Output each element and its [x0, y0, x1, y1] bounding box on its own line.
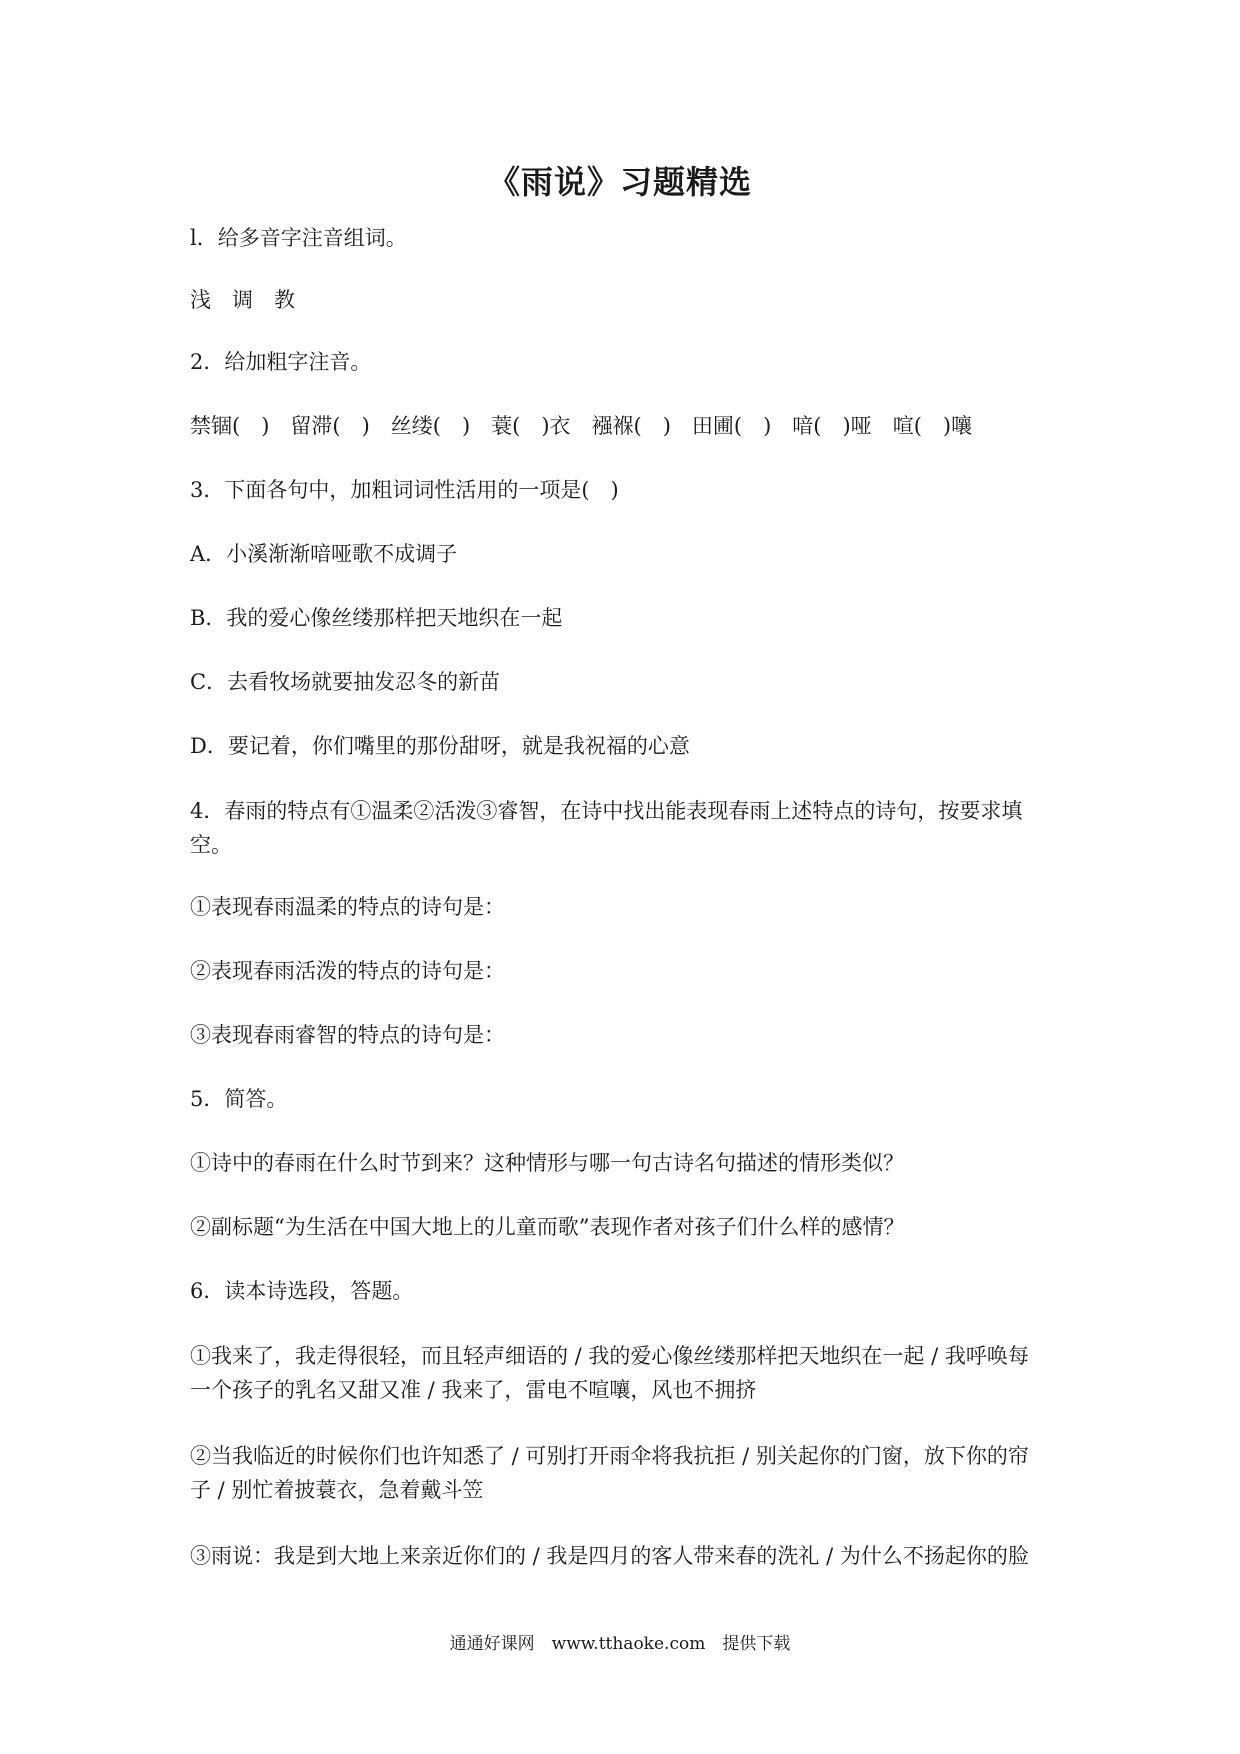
- question-5-text: 5．简答。: [190, 1087, 288, 1111]
- question-1-words: 浅 调 教: [190, 288, 295, 312]
- poem-stanza-1-line-2: 一个孩子的乳名又甜又准 / 我来了，雷电不喧嚷，风也不拥挤: [190, 1378, 757, 1402]
- question-1-text: l．给多音字注音组词。: [190, 226, 407, 250]
- question-2-words: 禁锢( ) 留滞( ) 丝缕( ) 蓑( )衣 襁褓( ) 田圃( ) 喑( )哑 喧( )嚷: [190, 414, 973, 438]
- poem-stanza-1-line-1: ①我来了，我走得很轻，而且轻声细语的 / 我的爱心像丝缕那样把天地织在一起 / 我呼唤每: [190, 1344, 1029, 1368]
- question-3-option-a: A．小溪渐渐喑哑歌不成调子: [190, 542, 458, 566]
- question-3-option-c: C．去看牧场就要抽发忍冬的新苗: [190, 670, 501, 694]
- question-4-text: 4．春雨的特点有①温柔②活泼③睿智，在诗中找出能表现春雨上述特点的诗句，按要求填: [190, 799, 1023, 823]
- page-footer: 通通好课网 www.tthaoke.com 提供下载: [449, 1634, 791, 1654]
- question-3-text: 3．下面各句中，加粗词词性活用的一项是( ): [190, 478, 619, 502]
- question-4-item-2: ②表现春雨活泼的特点的诗句是：: [190, 959, 505, 983]
- question-4-text-continued: 空。: [190, 833, 232, 857]
- page-title: 《雨说》习题精选: [487, 163, 752, 201]
- poem-stanza-2-line-1: ②当我临近的时候你们也许知悉了 / 可别打开雨伞将我抗拒 / 别关起你的门窗，放下你的帘: [190, 1444, 1029, 1468]
- question-6-text: 6．读本诗选段，答题。: [190, 1279, 414, 1303]
- poem-stanza-2-line-2: 子 / 别忙着披蓑衣，急着戴斗笠: [190, 1478, 484, 1502]
- question-3-option-b: B．我的爱心像丝缕那样把天地织在一起: [190, 606, 563, 630]
- question-5-item-2: ②副标题“为生活在中国大地上的儿童而歌”表现作者对孩子们什么样的感情？: [190, 1215, 905, 1239]
- question-2-text: 2．给加粗字注音。: [190, 350, 372, 374]
- poem-stanza-3-line-1: ③雨说：我是到大地上来亲近你们的 / 我是四月的客人带来春的洗礼 / 为什么不扬起你的脸: [190, 1544, 1029, 1568]
- question-4-item-3: ③表现春雨睿智的特点的诗句是：: [190, 1023, 505, 1047]
- question-4-item-1: ①表现春雨温柔的特点的诗句是：: [190, 895, 505, 919]
- question-5-item-1: ①诗中的春雨在什么时节到来？这种情形与哪一句古诗名句描述的情形类似？: [190, 1151, 904, 1175]
- question-3-option-d: D．要记着，你们嘴里的那份甜呀，就是我祝福的心意: [190, 734, 690, 758]
